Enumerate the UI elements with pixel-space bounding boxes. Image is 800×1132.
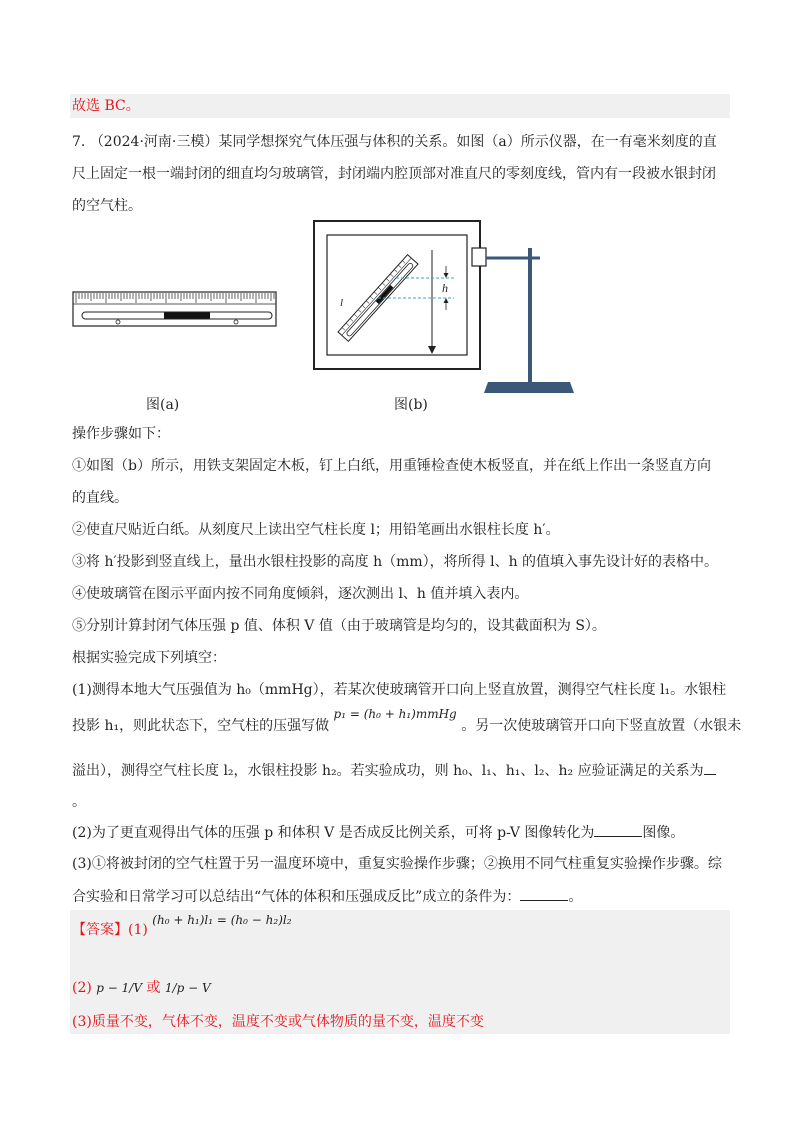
answer-line-1	[72, 913, 292, 940]
q1-answer-blank[interactable]	[704, 760, 716, 775]
q3-line-2	[72, 886, 582, 907]
q1-line-3	[72, 760, 716, 781]
q1-line-2b: 。另一次使玻璃管开口向下竖直放置（水银未	[461, 718, 742, 734]
question-stem-1: 某同学想探究气体压强与体积的关系。如图（a）所示仪器，在一有毫米刻度的直	[218, 134, 717, 150]
prev-answer: 故选 BC。	[72, 98, 140, 114]
step-1-cont: 的直线。	[72, 490, 128, 506]
q2-answer-blank[interactable]	[594, 822, 642, 837]
figure-b-label-h: h	[442, 281, 448, 295]
answer-tag: 【答案】	[72, 922, 128, 938]
answer-2-prefix: (2)	[72, 980, 92, 996]
question-number: 7.	[72, 134, 86, 150]
answer-1-prefix: (1)	[128, 922, 148, 938]
answer-2-or: 或	[146, 980, 161, 996]
steps-title: 操作步骤如下：	[72, 426, 170, 442]
q2-text-b: 图像。	[642, 825, 685, 841]
answer-1-formula: (h₀ + h₁)l₁ = (h₀ − h₂)l₂	[152, 913, 292, 927]
step-4: ④使玻璃管在图示平面内按不同角度倾斜，逐次测出 l、h 值并填入表内。	[72, 586, 529, 602]
q1-line-2a: 投影 h₁，则此状态下，空气柱的压强写做	[72, 718, 330, 734]
answer-line-2	[72, 978, 211, 998]
figure-b-caption: 图(b)	[394, 397, 428, 413]
question-stem-3: 的空气柱。	[72, 198, 142, 214]
q3-line-2b: 。	[568, 889, 583, 905]
q2-line	[72, 822, 684, 843]
step-5: ⑤分别计算封闭气体压强 p 值、体积 V 值（由于玻璃管是均匀的，设其截面积为 S）。	[72, 618, 606, 634]
question-source: （2024·河南·三模）	[89, 134, 219, 150]
question-line-1	[72, 132, 717, 152]
q1-line-2	[72, 707, 742, 736]
q1-line-1: (1)测得本地大气压强值为 h₀（mmHg），若某次使玻璃管开口向上竖直放置，测得空气柱长度 l₁。水银柱	[72, 682, 727, 698]
answer-2-formula-b: 1/p − V	[164, 981, 211, 995]
answer-2-formula-a: p − 1/V	[96, 981, 143, 995]
q3-line-2a: 合实验和日常学习可以总结出“气体的体积和压强成反比”成立的条件为：	[72, 889, 521, 905]
step-1: ①如图（b）所示，用铁支架固定木板，钉上白纸，用重锤检查使木板竖直，并在纸上作出一条竖直方向	[72, 458, 711, 474]
q3-line-1: (3)①将被封闭的空气柱置于另一温度环境中，重复实验操作步骤；②换用不同气柱重复实验操作步骤。综	[72, 856, 722, 872]
q1-line-3-text: 溢出），测得空气柱长度 l₂，水银柱投影 h₂。若实验成功，则 h₀、l₁、h₁、l₂、h₂ 应验证满足的关系为	[72, 763, 704, 779]
figure-b-label-l: l	[340, 297, 344, 309]
figure-a-caption: 图(a)	[146, 397, 180, 413]
q2-text-a: (2)为了更直观得出气体的压强 p 和体积 V 是否成反比例关系，可将 p-V 图像转化为	[72, 825, 595, 841]
prev-answer-box	[70, 94, 730, 118]
fill-title: 根据实验完成下列填空：	[72, 650, 226, 666]
step-2: ②使直尺贴近白纸。从刻度尺上读出空气柱长度 l；用铅笔画出水银柱长度 h′。	[72, 522, 560, 538]
figure-a-ruler	[72, 290, 278, 330]
answer-line-3: (3)质量不变，气体不变，温度不变或气体物质的量不变，温度不变	[72, 1014, 484, 1030]
step-3: ③将 h′投影到竖直线上，量出水银柱投影的高度 h（mm），将所得 l、h 的值填入事先设计好的表格中。	[72, 554, 719, 570]
question-stem-2: 尺上固定一根一端封闭的细直均匀玻璃管，封闭端内腔顶部对准直尺的零刻度线，管内有一段被水银封闭	[72, 166, 716, 182]
q3-answer-blank[interactable]	[520, 886, 568, 901]
q1-line-4: 。	[72, 794, 86, 810]
figure-b-apparatus	[312, 218, 580, 396]
q1-formula: p₁ = (h₀ + h₁)mmHg	[333, 707, 457, 721]
